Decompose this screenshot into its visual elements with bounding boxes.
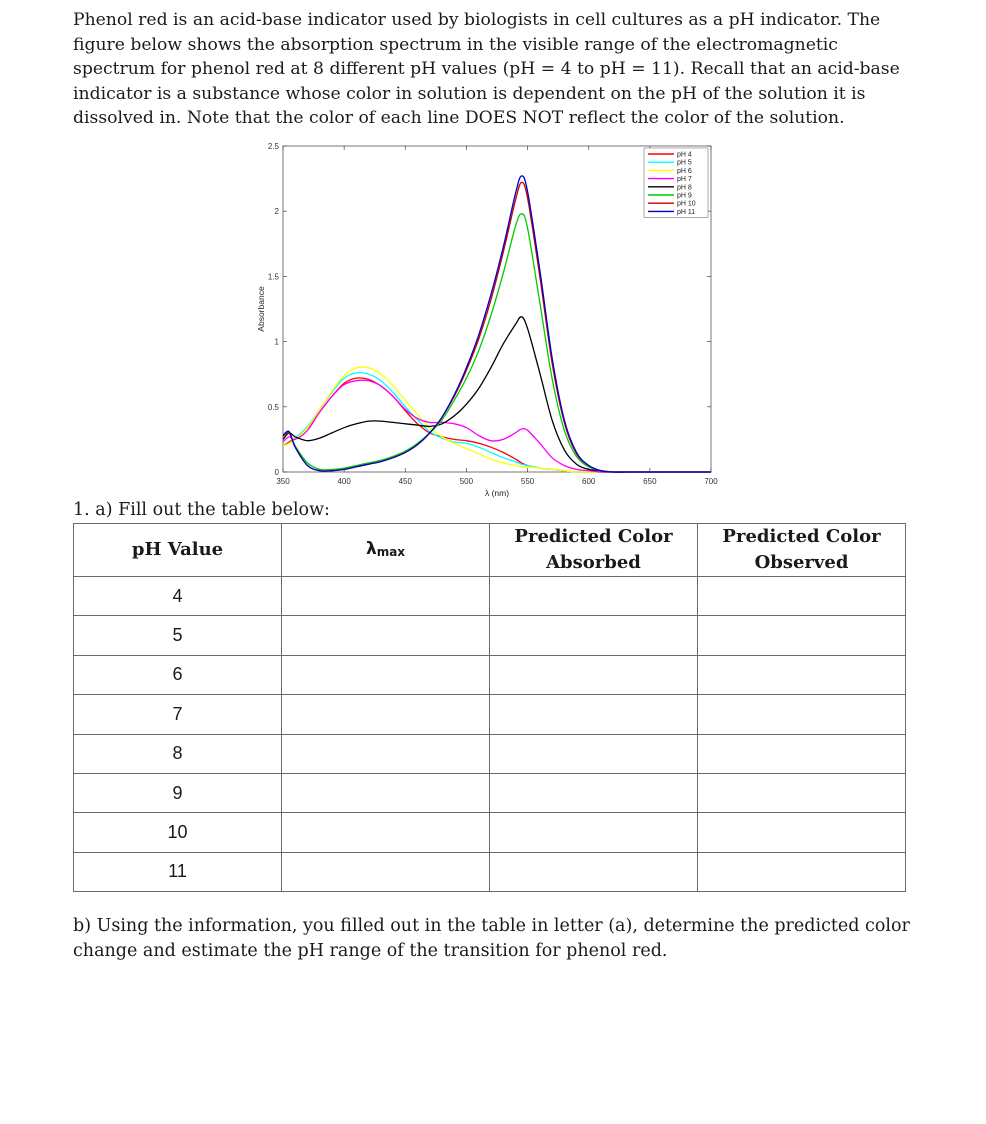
x-tick-label: 450 <box>398 477 412 486</box>
x-tick-label: 500 <box>459 477 474 486</box>
lambda-max-input[interactable] <box>282 734 490 773</box>
header-ph-value: pH Value <box>74 524 282 577</box>
intro-paragraph: Phenol red is an acid-base indicator used by biologists in cell cultures as a pH indicator. The figure below shows the absorption spectrum in the visible range of the electromagnetic spectrum for phenol red at 8 different pH values (pH = 4 to pH = 11). Recall that an acid-base indicator is a substance whose color in solution is dependent on the pH of the solution it is dissolved in. Note that the color of each line DOES NOT reflect the color of the solution. <box>73 10 900 129</box>
color-observed-input[interactable] <box>698 734 906 773</box>
x-tick-label: 700 <box>704 477 718 486</box>
legend-label-ph-10: pH 10 <box>677 200 696 208</box>
legend-box <box>644 148 708 218</box>
table-row <box>74 852 906 891</box>
x-tick-label: 650 <box>643 477 657 486</box>
y-axis-label: Absorbance <box>256 286 266 332</box>
question-1a: 1. a) Fill out the table below: <box>73 500 330 520</box>
ph-cell: 6 <box>74 655 282 694</box>
ph-cell: 9 <box>74 773 282 812</box>
y-tick-label: 0.5 <box>267 402 279 412</box>
header-color-observed <box>698 524 906 577</box>
y-tick-label: 2 <box>274 207 279 217</box>
header-observed-line1: Predicted Color <box>722 526 881 547</box>
color-absorbed-input[interactable] <box>490 655 698 694</box>
x-axis-label: λ (nm) <box>484 488 510 498</box>
ph-cell: 8 <box>74 734 282 773</box>
lambda-symbol: λ <box>365 538 377 559</box>
color-absorbed-input[interactable] <box>490 616 698 655</box>
x-tick-label: 400 <box>337 477 351 486</box>
color-observed-input[interactable] <box>698 852 906 891</box>
color-absorbed-input[interactable] <box>490 773 698 812</box>
x-tick-label: 600 <box>582 477 596 486</box>
lambda-max-input[interactable] <box>282 655 490 694</box>
y-tick-label: 1.5 <box>267 272 279 282</box>
lambda-max-input[interactable] <box>282 695 490 734</box>
lambda-max-input[interactable] <box>282 852 490 891</box>
table-row <box>74 577 906 616</box>
header-lambda-max <box>282 524 490 577</box>
lambda-max-input[interactable] <box>282 616 490 655</box>
lambda-max-input[interactable] <box>282 577 490 616</box>
legend-label-ph-4: pH 4 <box>677 151 692 159</box>
color-absorbed-input[interactable] <box>490 852 698 891</box>
table-row <box>74 773 906 812</box>
x-tick-label: 350 <box>276 477 290 486</box>
color-observed-input[interactable] <box>698 813 906 852</box>
answer-table <box>73 523 906 892</box>
color-absorbed-input[interactable] <box>490 695 698 734</box>
question-1b: b) Using the information, you filled out in the table in letter (a), determine the predicted color change and estimate the pH range of the transition for phenol red. <box>73 916 910 961</box>
header-observed-line2: Observed <box>754 552 849 573</box>
lambda-subscript: max <box>376 544 406 559</box>
legend-label-ph-8: pH 8 <box>677 184 692 192</box>
color-observed-input[interactable] <box>698 616 906 655</box>
legend-label-ph-6: pH 6 <box>677 167 692 175</box>
x-tick-label: 550 <box>520 477 535 486</box>
table-header-row <box>74 524 906 577</box>
y-tick-label: 1 <box>274 337 279 347</box>
color-observed-input[interactable] <box>698 695 906 734</box>
table-row <box>74 813 906 852</box>
color-absorbed-input[interactable] <box>490 577 698 616</box>
header-absorbed-line2: Absorbed <box>546 552 641 573</box>
table-row <box>74 616 906 655</box>
legend-label-ph-5: pH 5 <box>677 159 692 167</box>
color-observed-input[interactable] <box>698 577 906 616</box>
header-absorbed-line1: Predicted Color <box>514 526 673 547</box>
ph-cell: 7 <box>74 695 282 734</box>
color-absorbed-input[interactable] <box>490 734 698 773</box>
ph-cell: 11 <box>74 852 282 891</box>
y-tick-label: 2.5 <box>267 142 279 151</box>
color-observed-input[interactable] <box>698 655 906 694</box>
legend-label-ph-9: pH 9 <box>677 192 692 200</box>
table-row <box>74 655 906 694</box>
table-row <box>74 695 906 734</box>
ph-cell: 10 <box>74 813 282 852</box>
ph-cell: 5 <box>74 616 282 655</box>
legend-label-ph-7: pH 7 <box>677 176 692 184</box>
absorbance-chart <box>250 136 730 506</box>
table-row <box>74 734 906 773</box>
ph-cell: 4 <box>74 577 282 616</box>
legend-label-ph-11: pH 11 <box>677 208 696 216</box>
header-color-absorbed <box>490 524 698 577</box>
y-tick-label: 0 <box>274 468 279 477</box>
color-observed-input[interactable] <box>698 773 906 812</box>
lambda-max-input[interactable] <box>282 773 490 812</box>
color-absorbed-input[interactable] <box>490 813 698 852</box>
lambda-max-input[interactable] <box>282 813 490 852</box>
